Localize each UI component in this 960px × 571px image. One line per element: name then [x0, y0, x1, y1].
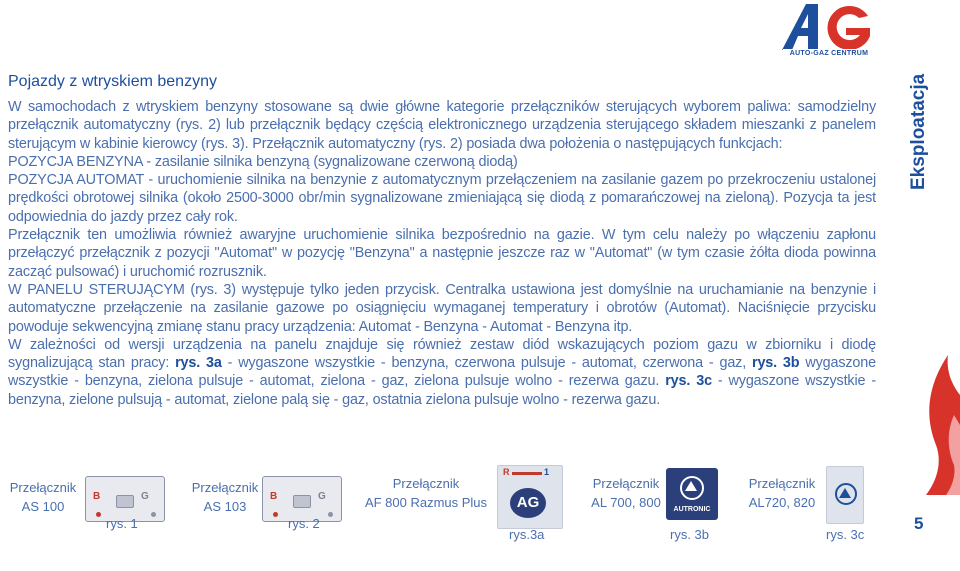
gauge-leds-icon [512, 472, 542, 475]
body-text [8, 98, 876, 409]
page-number: 5 [914, 514, 924, 533]
led-red-icon [273, 512, 278, 517]
led-green-icon [151, 512, 156, 517]
switch-as103-image: B G [262, 476, 342, 522]
figure-ref-3a: rys. 3a [175, 355, 222, 372]
figure-caption-3c: rys. 3c [826, 527, 865, 542]
paragraph-intro: W samochodach z wtryskiem benzyny stosowane są dwie główne kategorie przełączników sterujących wyborem paliwa: samodzielny przełącznik automatyczny (rys. 2) lub przełącznik będący częścią elektronicznego urządzenia sterującego składem mieszanki z panelem sterującym w kabinie kierowcy (rys. 3). Przełącznik automatyczny (rys. 2) posiada dwa położenia o następujących funkcjach: [8, 99, 876, 152]
figure-ref-3b: rys. 3b [752, 355, 800, 372]
led-red-icon [96, 512, 101, 517]
figure-caption-1: rys. 1 [106, 516, 138, 531]
switch-as100-image: B G [85, 476, 165, 522]
logo-subtitle: AUTO-GAZ CENTRUM [783, 49, 875, 59]
switch-al720-image [826, 466, 864, 524]
switch-al720-label: Przełącznik AL720, 820 [748, 476, 816, 510]
figure-caption-3a: rys.3a [509, 527, 545, 542]
triangle-icon [839, 488, 851, 498]
section-side-label: Eksploatacja [908, 73, 929, 190]
leds-text-c: wygaszone wszystkie - benzyna, zielona pulsuje - automat, zielona - gaz, zielona pulsuje wolno - rezerwa gazu. [8, 355, 876, 390]
figure-caption-3b: rys. 3b [670, 527, 710, 542]
figure-ref-3c: rys. 3c [665, 373, 712, 390]
paragraph-automat: POZYCJA AUTOMAT - uruchomienie silnika na benzynie z automatycznym przełączeniem na zasilanie gazem po przekroczeniu ustalonej prędkości obrotowej silnika (około 2500-3000 obr/min sygnalizowane zmieniającą się diodą z pomarańczowej na zieloną). Pozycja ta jest odpowiednia do jazdy przez cały rok. [8, 172, 876, 225]
leds-text-d: - wygaszone wszystkie - benzyna, zielone pulsują - automat, zielone palą się - gaz, ostatnia zielona pulsuje wolno - rezerwa gazu. [8, 373, 876, 408]
section-title: Pojazdy z wtryskiem benzyny [8, 73, 217, 90]
switch-as103-label: Przełącznik AS 103 [191, 480, 259, 514]
paragraph-benzyna: POZYCJA BENZYNA - zasilanie silnika benzyną (sygnalizowane czerwoną diodą) [8, 153, 518, 170]
paragraph-panel: W PANELU STERUJĄCYM (rys. 3) występuje tylko jeden przycisk. Centralka ustawiona jest domyślnie na uruchamianie na benzynie i automatyczne przełączenie na zasilanie gazowe po osiągnięciu wymaganej temperatury i obrotów (Automat). Naciśnięcie przycisku powoduje sekwencyjną zmianę stanu pracy urządzenia: Automat - Benzyna - Automat - Benzyna itp. [8, 281, 876, 335]
toggle-button-icon [116, 495, 134, 508]
leds-text-a: W zależności od wersji urządzenia na panelu znajduje się również zestaw diód wskazujących poziom gazu w zbiorniku i diodę sygnalizującą stan pracy: [8, 336, 876, 372]
switch-af800-image: R 1 AG [497, 465, 563, 529]
switch-af800-label: Przełącznik AF 800 Razmus Plus [364, 476, 488, 510]
switch-as100-label: Przełącznik AS 100 [9, 480, 77, 514]
led-green-icon [328, 512, 333, 517]
switch-al700-image [666, 468, 718, 520]
switch-al700-label: Przełącznik AL 700, 800 [591, 476, 661, 510]
toggle-button-icon [293, 495, 311, 508]
paragraph-leds [8, 336, 876, 409]
figure-caption-2: rys. 2 [288, 516, 320, 531]
leds-text-b: - wygaszone wszystkie - benzyna, czerwona pulsuje - automat, czerwona - gaz, [221, 355, 752, 372]
triangle-icon [685, 481, 697, 491]
ag-button-icon: AG [510, 488, 546, 518]
paragraph-emergency: Przełącznik ten umożliwia również awaryjne uruchomienie silnika bezpośrednio na gazie. W tym celu należy po włączeniu zapłonu przełączyć przełącznik z pozycji "Automat" w pozycję "Benzyna" a następnie jeszcze raz w "Automat" (w tym czasie żółta dioda powinna zacząć pulsować) i uruchomić rozrusznik. [8, 227, 876, 280]
flame-icon [918, 355, 960, 495]
autronic-label: AUTRONIC [673, 506, 711, 513]
